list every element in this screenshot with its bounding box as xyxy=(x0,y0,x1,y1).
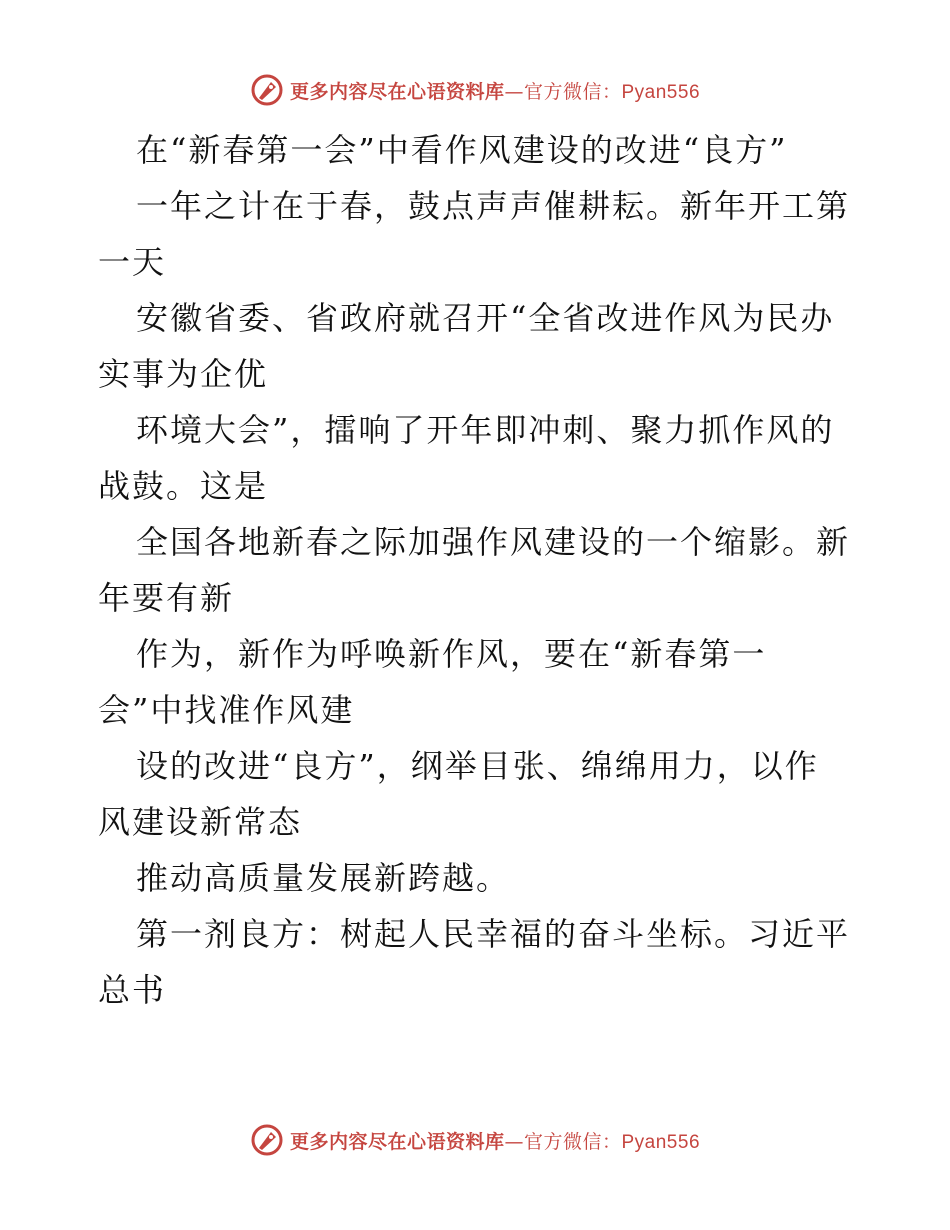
banner-separator: — xyxy=(504,1130,524,1153)
paragraph-line: 会”中找准作风建 xyxy=(98,691,355,729)
banner-separator: — xyxy=(504,80,524,103)
banner-wechat-id: Pyan556 xyxy=(621,1131,701,1153)
paragraph-line: 实事为企优 xyxy=(98,355,269,393)
paragraph-line: 风建设新常态 xyxy=(98,803,303,841)
header-banner xyxy=(0,70,950,110)
banner-text xyxy=(290,77,700,104)
banner-main-text: 更多内容尽在心语资料库 xyxy=(289,80,505,103)
paragraph-line: 推动高质量发展新跨越。 xyxy=(136,859,511,897)
paragraph-line: 设的改进“良方”，纲举目张、绵绵用力，以作 xyxy=(136,747,819,785)
footer-banner xyxy=(0,1120,950,1160)
paragraph-line: 第一剂良方：树起人民幸福的奋斗坐标。习近平 xyxy=(136,915,851,953)
pen-nib-logo-icon xyxy=(250,1123,284,1157)
paragraph-line: 战鼓。这是 xyxy=(98,467,269,505)
paragraph-line: 安徽省委、省政府就召开“全省改进作风为民办 xyxy=(136,299,835,337)
paragraph-line: 总书 xyxy=(98,971,167,1009)
paragraph-line: 年要有新 xyxy=(98,579,235,617)
pen-nib-logo-icon xyxy=(250,73,284,107)
paragraph-line: 作为，新作为呼唤新作风，要在“新春第一 xyxy=(136,635,767,673)
banner-wechat-label: 官方微信： xyxy=(523,80,622,103)
banner-wechat-id: Pyan556 xyxy=(621,81,701,103)
paragraph-line: 全国各地新春之际加强作风建设的一个缩影。新 xyxy=(136,523,851,561)
banner-text xyxy=(290,1127,700,1154)
banner-wechat-label: 官方微信： xyxy=(523,1130,622,1153)
paragraph-line: 一年之计在于春，鼓点声声催耕耘。新年开工第 xyxy=(136,187,851,225)
paragraph-line: 一天 xyxy=(98,243,167,281)
document-title: 在“新春第一会”中看作风建设的改进“良方” xyxy=(136,131,788,169)
banner-main-text: 更多内容尽在心语资料库 xyxy=(289,1130,505,1153)
paragraph-line: 环境大会”，擂响了开年即冲刺、聚力抓作风的 xyxy=(136,411,835,449)
document-body xyxy=(98,122,858,1018)
